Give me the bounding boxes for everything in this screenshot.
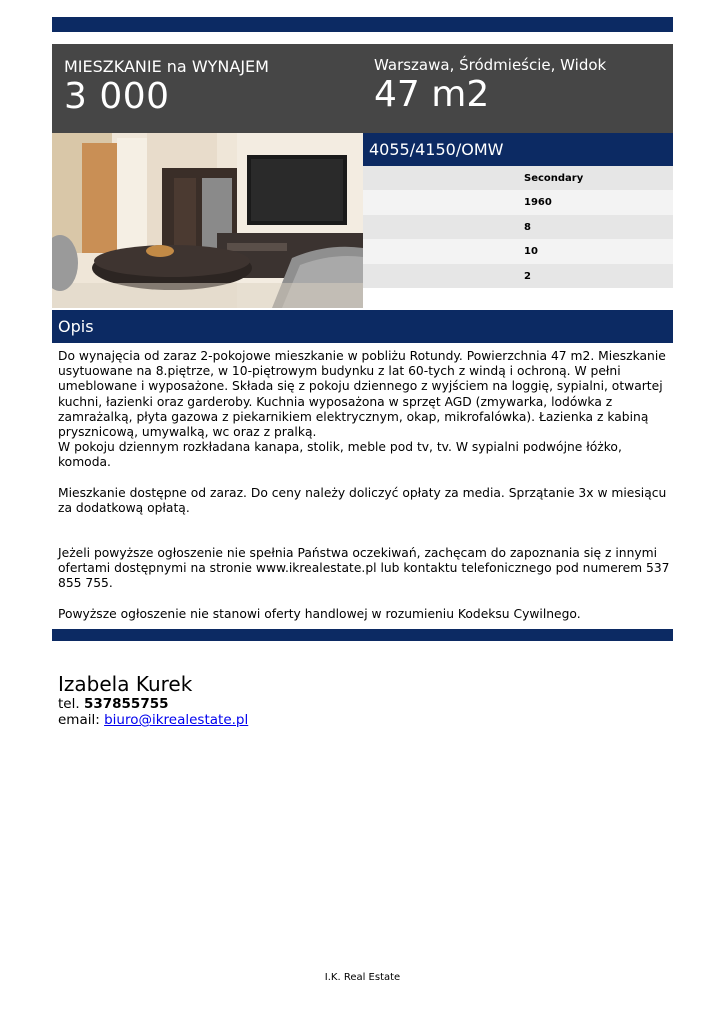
offer-type: MIESZKANIE na WYNAJEM [64, 57, 269, 76]
parameters-table [363, 166, 673, 288]
description-bar [52, 310, 673, 343]
agent-phone: 537855755 [83, 696, 169, 712]
reference-bar [363, 133, 673, 166]
agent-email-line [58, 712, 248, 728]
param-value: 8 [524, 221, 531, 233]
description-paragraph: Mieszkanie dostępne od zaraz. Do ceny należy doliczyć opłaty za media. Sprzątanie 3x w miesiącu za dodatkową opłatą. [58, 485, 667, 515]
description-paragraph: W pokoju dziennym rozkładana kanapa, stolik, meble pod tv, tv. W sypialni podwójne łóżko, komoda. [58, 440, 622, 470]
param-value: Secondary [524, 173, 584, 184]
param-row-rooms [363, 264, 673, 288]
param-row-year [363, 190, 673, 214]
agent-phone-line [58, 696, 248, 712]
top-accent-bar [52, 17, 673, 32]
description-text [58, 349, 670, 622]
price: 3 000 [64, 76, 170, 117]
param-row-market [363, 166, 673, 190]
location: Warszawa, Śródmieście, Widok [374, 56, 607, 74]
param-value: 2 [524, 270, 531, 282]
param-row-floor [363, 215, 673, 239]
email-label: email: [58, 712, 100, 728]
description-paragraph: Jeżeli powyższe ogłoszenie nie spełnia Państwa oczekiwań, zachęcam do zapoznania się z innymi ofertami dostępnymi na stronie www.ikrealestate.pl lub kontaktu telefonicznego pod numerem 537 855 755. [58, 546, 670, 591]
description-title: Opis [58, 317, 94, 336]
divider-bar [52, 629, 673, 641]
tel-label: tel. [58, 696, 80, 712]
apartment-photo [52, 133, 363, 308]
description-paragraph: Do wynajęcia od zaraz 2-pokojowe mieszkanie w pobliżu Rotundy. Powierzchnia 47 m2. Mieszkanie usytuowane na 8.piętrze, w 10-piętrowym budynku z lat 60-tych z windą i ochroną. W pełni umeblowane i wyposażone. Składa się z pokoju dziennego z wyjściem na loggię, sypialni, otwartej kuchni, łazienki oraz garderoby. Kuchnia wyposażona w sprzęt AGD (zmywarka, lodówka z zamrażalką, płyta gazowa z piekarnikiem elektrycznym, okap, mikrofalówka). Łazienka z kabiną prysznicową, umywalką, wc oraz z pralką. [58, 349, 666, 440]
footer-company: I.K. Real Estate [324, 972, 401, 983]
param-row-floors [363, 239, 673, 263]
listing-header [52, 44, 673, 133]
agent-name: Izabela Kurek [58, 672, 193, 696]
area: 47 m2 [374, 74, 490, 115]
param-value: 1960 [524, 197, 552, 209]
reference-number: 4055/4150/OMW [369, 140, 504, 159]
param-value: 10 [524, 246, 538, 258]
description-paragraph: Powyższe ogłoszenie nie stanowi oferty handlowej w rozumieniu Kodeksu Cywilnego. [58, 606, 581, 621]
agent-email-link[interactable]: biuro@ikrealestate.pl [104, 712, 249, 728]
agent-contact [58, 672, 248, 728]
